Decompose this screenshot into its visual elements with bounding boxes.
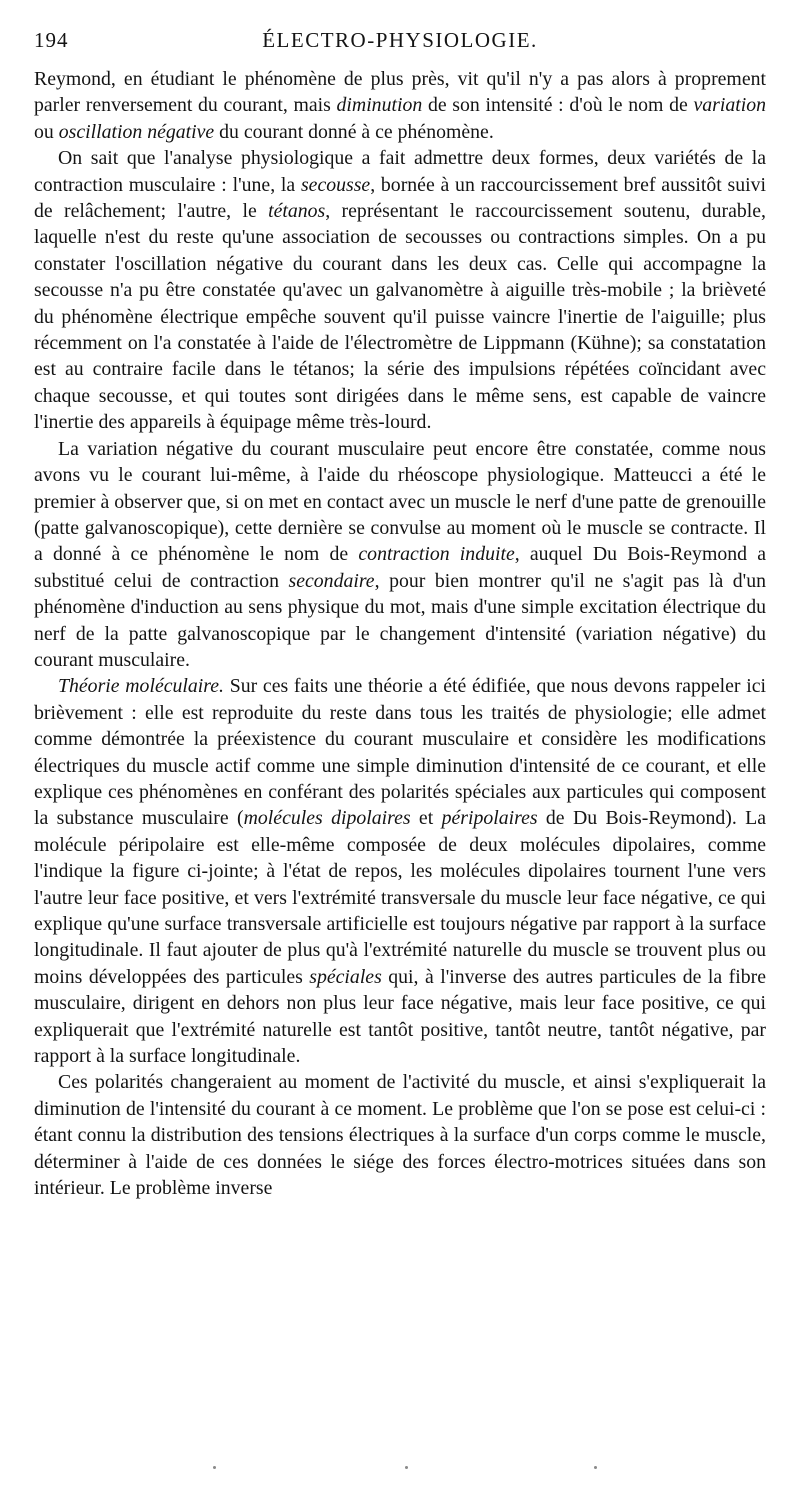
emphasis-term: péripolaires (441, 807, 538, 830)
paragraph-molecular-theory (34, 673, 766, 1069)
text-run: du courant donné à ce phénomène. (214, 120, 494, 143)
text-run: , pour bien montrer qu'il ne s'agit pas là d'un phénomène d'induction au sens physique du mot, mais d'une simple excitation électrique du nerf de la patte galvanoscopique par le changement d'intensité (variation négative) du courant musculaire. (34, 569, 766, 671)
emphasis-term: secousse (300, 173, 371, 196)
emphasis-term: secondaire (288, 569, 375, 592)
emphasis-term: molécules dipolaires (243, 807, 411, 830)
text-run: qui, à l'inverse des autres particules de la fibre musculaire, dirigent en dehors non plus leur face négative, mais leur face positive, ce qui expliquerait que l'extrémité naturelle est tantôt positive, tantôt neutre, tantôt négative, par rapport à la surface longitudinale. (34, 965, 766, 1068)
paragraph-contraction-forms (34, 145, 766, 435)
text-run: Ces polarités changeraient au moment de l'activité du muscle, et ainsi s'expliquerait la diminution de l'intensité du courant à ce moment. Le problème que l'on se pose est celui-ci : étant connu la distribution des tensions électriques à la surface d'un corps comme le muscle, déterminer à l'aide de ces données le siége des forces électro-motrices situées dans son intérieur. Le problème inverse (34, 1071, 766, 1200)
emphasis-term: variation (693, 94, 766, 117)
text-run: , bornée à un raccourcissement bref aussitôt suivi de relâchement; l'autre, le (34, 173, 766, 223)
running-title: ÉLECTRO-PHYSIOLOGIE. (262, 28, 538, 52)
page-header (34, 28, 766, 58)
emphasis-term: spéciales (309, 965, 382, 988)
paragraph-negative-variation (34, 436, 766, 674)
page-footer-marks (0, 1462, 800, 1474)
paragraph-continuation (34, 66, 766, 145)
print-speck (213, 1466, 216, 1469)
text-run: Sur ces faits une théorie a été édifiée, que nous devons rappeler ici brièvement : elle est reproduite du reste dans tous les traités de physiologie; elle admet comme démontrée la préexistence du courant musculaire et considère les modifications électriques du muscle actif comme une simple diminution d'intensité de ce courant, et elle explique ces phénomènes en conférant des polarités spéciales aux particules qui composent la substance musculaire ( (34, 675, 766, 830)
text-run: de Du Bois-Reymond). La molécule péripolaire est elle-même composée de deux molécules dipolaires, comme l'indique la figure ci-jointe; à l'état de repos, les molécules dipolaires tournent l'une vers l'autre leur face positive, et vers l'extrémité transversale du muscle leur face négative, ce qui explique qu'une surface transversale artificielle est toujours négative par rapport à la surface longitudinale. Il faut ajouter de plus qu'à l'extrémité naturelle du muscle se trouvent plus ou moins développées des particules (34, 807, 767, 988)
body-text (34, 66, 766, 1201)
emphasis-term: oscillation négative (58, 120, 215, 143)
text-run: , représentant le raccourcissement soutenu, durable, laquelle n'est du reste qu'une association de secousses ou contractions simples. On a pu constater l'oscillation négative du courant dans les deux cas. Celle qui accompagne la secousse n'a pu être constatée qu'avec un galvanomètre à aiguille très-mobile ; la brièveté du phénomène électrique empêche souvent qu'il puisse vaincre l'inertie de l'aiguille; plus récemment on l'a constatée à l'aide de l'électromètre de Lippmann (Kühne); sa constatation est au contraire facile dans le tétanos; la série des impulsions répétées coïncidant avec chaque secousse, et qui toutes sont dirigées dans le même sens, est capable de vaincre l'inertie des appareils à équipage même très-lourd. (34, 200, 766, 434)
print-speck (405, 1466, 408, 1469)
text-run: La variation négative du courant musculaire peut encore être constatée, comme nous avons vu le courant lui-même, à l'aide du rhéoscope physiologique. Matteucci a été le premier à observer que, si on met en contact avec un muscle le nerf d'une patte de grenouille (patte galvanoscopique), cette dernière se convulse au moment où le muscle se contracte. Il a donné à ce phénomène le nom de (34, 437, 766, 566)
text-run: On sait que l'analyse physiologique a fait admettre deux formes, deux variétés de la contraction musculaire : l'une, la (34, 147, 766, 196)
section-run-in-heading: Théorie moléculaire. (58, 675, 224, 698)
text-run: , auquel Du Bois-Reymond a substitué celui de contraction (34, 543, 766, 592)
text-run: et (410, 807, 442, 830)
text-run: de son intensité : d'où le nom de (422, 94, 694, 117)
emphasis-term: contraction induite (358, 543, 515, 566)
print-speck (594, 1466, 597, 1469)
page-number: 194 (34, 28, 69, 52)
text-run: ou (34, 120, 59, 143)
emphasis-term: tétanos (268, 200, 326, 223)
paragraph-polarities (34, 1069, 766, 1201)
text-run: Reymond, en étudiant le phénomène de plus près, vit qu'il n'y a pas alors à proprement parler renversement du courant, mais (34, 68, 766, 117)
emphasis-term: diminution (336, 94, 423, 117)
